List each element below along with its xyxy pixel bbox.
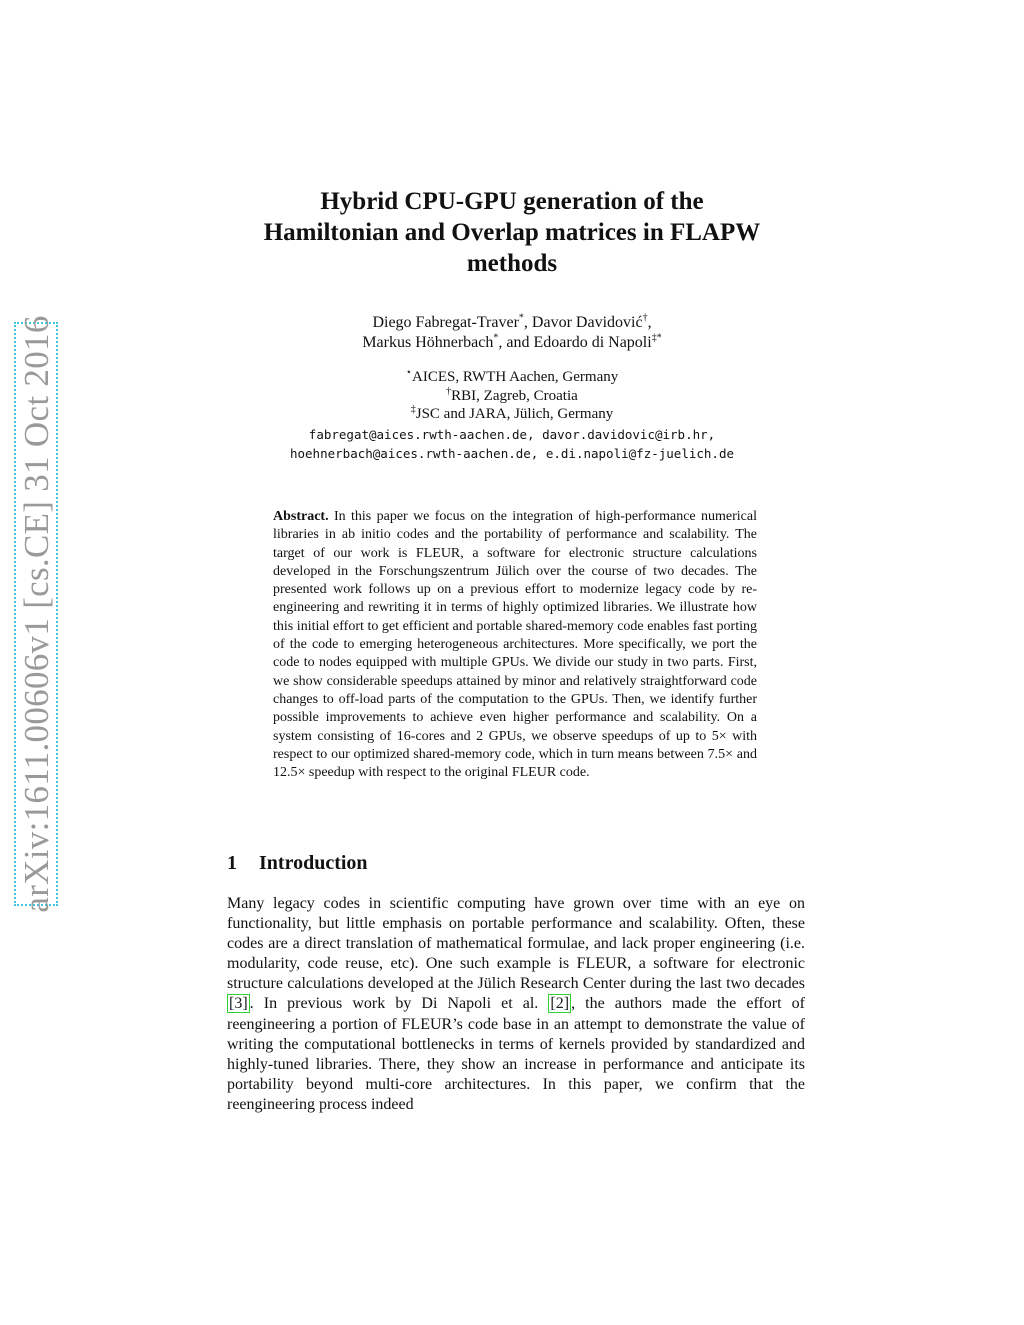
section-heading: [227, 852, 368, 875]
affiliation-text: RBI, Zagreb, Croatia: [451, 387, 578, 404]
title-line-3: methods: [466, 250, 558, 277]
affiliations: [212, 368, 812, 424]
title-line-2: Hamiltonian and Overlap matrices in FLAPW: [263, 219, 761, 246]
section-title: Introduction: [259, 852, 368, 874]
arxiv-stamp: [14, 315, 60, 913]
abstract: [273, 508, 757, 782]
author-name: , and Edoardo di Napoli: [498, 334, 652, 351]
affiliation-line: [212, 368, 812, 387]
email-line-2: hoehnerbach@aices.rwth-aachen.de, e.di.napoli@fz-juelich.de: [289, 445, 734, 461]
intro-text: Many legacy codes in scientific computing have grown over time with an eye on functionality, but little emphasis on portable performance and scalability. Often, these codes are a direct translation of mathematical formulae, and lack proper engineering (i.e. modularity, code reuse, etc). One such example is FLEUR, a software for electronic structure calculations developed at the Jülich Research Center during the last two decades: [227, 895, 805, 993]
author-name: Diego Fabregat-Traver: [372, 314, 519, 331]
author-mark: †: [642, 312, 648, 324]
intro-text: . In previous work by Di Napoli et al.: [249, 995, 549, 1013]
author-name: Markus Höhnerbach: [362, 334, 494, 351]
affiliation-line: [212, 387, 812, 406]
abstract-text: In this paper we focus on the integration of high-performance numerical libraries in ab initio codes and the portability of performance and scalability. The target of our work is FLEUR, a software for electronic structure calculations developed in the Forschungszentrum Jülich over the course of two decades. The presented work follows up on a previous effort to modernize legacy code by re-engineering and rewriting it in terms of highly optimized libraries. We illustrate how this initial effort to get efficient and portable shared-memory code enables fast porting of the code to emerging heterogeneous architectures. More specifically, we port the code to nodes equipped with multiple GPUs. We divide our study in two parts. First, we show considerable speedups attained by minor and relatively straightforward code changes to off-load parts of the computation to the GPUs. Then, we identify further possible improvements to achieve even higher performance and scalability. On a system consisting of 16-cores and 2 GPUs, we observe speedups of up to 5× with respect to our optimized shared-memory code, which in turn means between 7.5× and 12.5× speedup with respect to the original FLEUR code.: [273, 509, 757, 781]
author-mark: *: [493, 332, 499, 344]
abstract-label: Abstract.: [273, 509, 329, 524]
introduction-paragraph: [227, 894, 805, 1115]
author-name: , Davor Davidović: [523, 314, 643, 331]
citation-link[interactable]: [3]: [229, 995, 248, 1013]
authors-line-1: [212, 313, 812, 333]
author-emails: [212, 426, 812, 463]
author-mark: *: [518, 312, 524, 324]
author-separator: ,: [647, 314, 652, 331]
title-line-1: Hybrid CPU-GPU generation of the: [320, 188, 704, 215]
arxiv-stamp-text: arXiv:1611.00606v1 [cs.CE] 31 Oct 2016: [17, 315, 56, 913]
affiliation-mark: †: [446, 385, 452, 397]
affiliation-text: AICES, RWTH Aachen, Germany: [412, 369, 619, 385]
section-number: 1: [227, 852, 237, 874]
affiliation-line: [212, 405, 812, 424]
intro-text: , the authors made the effort of reengineering a portion of FLEUR’s code base in an attempt to demonstrate the value of writing the computational bottlenecks in terms of kernels provided by standardized and highly-tuned libraries. There, they show an increase in performance and anticipate its portability beyond multi-core architectures. In this paper, we confirm that the reengineering process indeed: [227, 995, 806, 1113]
author-mark: ‡*: [651, 332, 662, 344]
authors-line-2: [212, 333, 812, 353]
affiliation-text: JSC and JARA, Jülich, Germany: [415, 406, 614, 422]
citation-link[interactable]: [2]: [550, 995, 570, 1013]
authors: [212, 313, 812, 353]
paper-title: [212, 186, 812, 279]
email-line-1: fabregat@aices.rwth-aachen.de, davor.davidovic@irb.hr,: [308, 427, 716, 442]
affiliation-mark: ‡: [410, 404, 416, 415]
affiliation-mark: ⋆: [405, 367, 413, 378]
